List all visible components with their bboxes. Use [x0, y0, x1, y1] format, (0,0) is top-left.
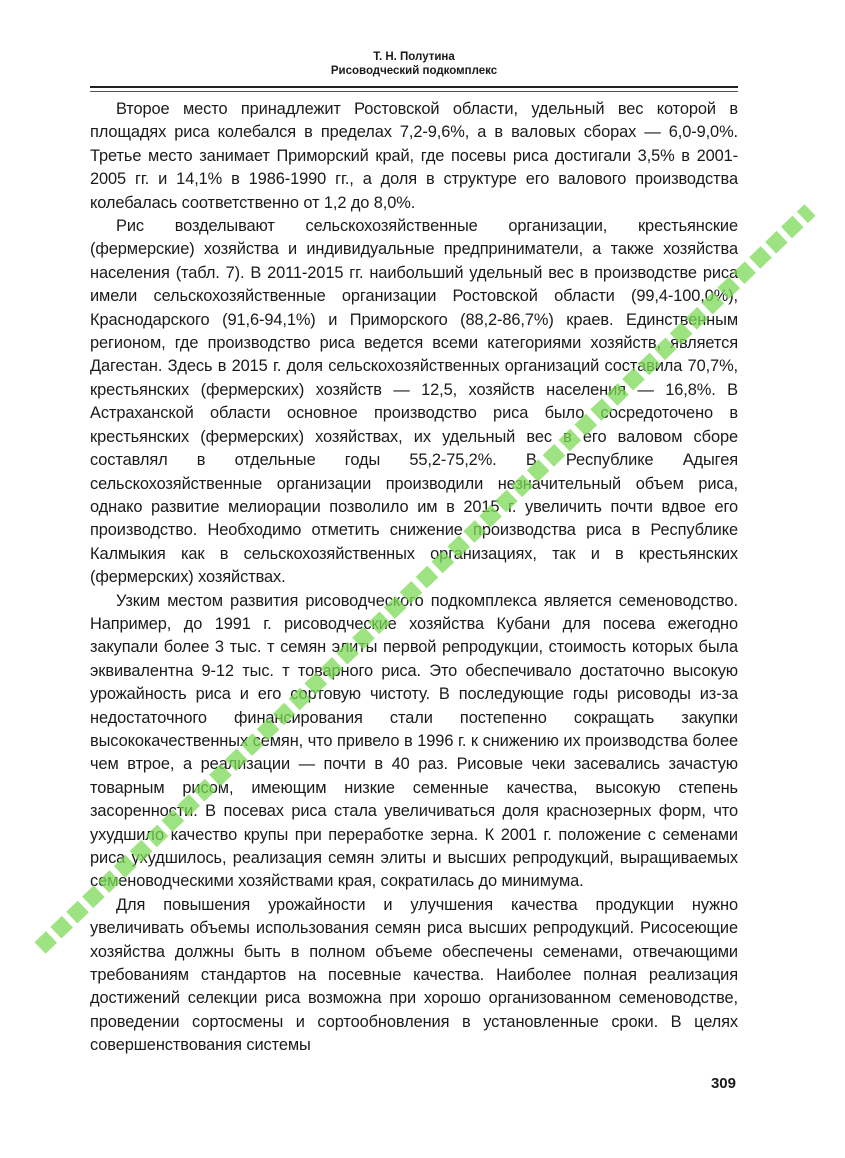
header-rule-thin	[90, 91, 738, 92]
body-text	[90, 98, 738, 1058]
running-head-author: Т. Н. Полутина	[373, 51, 455, 63]
running-head-section: Рисоводческий подкомплекс	[330, 65, 498, 77]
running-head	[90, 50, 738, 78]
header-rule	[90, 86, 738, 88]
page-number: 309	[710, 1075, 736, 1092]
paragraph: Рис возделывают сельскохозяйственные организации, крестьянские (фермерские) хозяйства и индивидуальные предприниматели, а также хозяйства населения (табл. 7). В 2011-2015 гг. наибольший удельный вес в производстве риса имели сельскохозяйственные организации Ростовской области (99,4-100,0%), Краснодарского (91,6-94,1%) и Приморского (88,2-86,7%) краев. Единственным регионом, где производство риса ведется всеми категориями хозяйств, является Дагестан. Здесь в 2015 г. доля сельскохозяйственных организаций составила 70,7%, крестьянских (фермерских) хозяйств — 12,5, хозяйств населения — 16,8%. В Астраханской области основное производство риса было сосредоточено в крестьянских (фермерских) хозяйствах, их удельный вес в его валовом сборе составлял в отдельные годы 55,2-75,2%. В Республике Адыгея сельскохозяйственные организации производили незначительный объем риса, однако развитие мелиорации позволило им в 2015 г. увеличить почти вдвое его производство. Необходимо отметить снижение производства риса в Республике Калмыкия как в сельскохозяйственных организациях, так и в крестьянских (фермерских) хозяйствах.	[90, 217, 738, 587]
paragraph: Второе место принадлежит Ростовской области, удельный вес которой в площадях риса колебался в пределах 7,2-9,6%, а в валовых сборах — 6,0-9,0%. Третье место занимает Приморский край, где посевы риса достигали 3,5% в 2001-2005 гг. и 14,1% в 1986-1990 гг., а доля в структуре его валового производства колебалась соответственно от 1,2 до 8,0%.	[90, 100, 738, 212]
paragraph: Узким местом развития рисоводческого подкомплекса является семеноводство. Например, до 1991 г. рисоводческие хозяйства Кубани для посева ежегодно закупали более 3 тыс. т семян элиты первой репродукции, стоимость которых была эквивалентна 9-12 тыс. т товарного риса. Это обеспечивало достаточно высокую урожайность риса и его сортовую чистоту. В последующие годы рисоводы из-за недостаточного финансирования стали постепенно сокращать закупки высококачественных семян, что привело в 1996 г. к снижению их производства более чем втрое, а реализации — почти в 40 раз. Рисовые чеки засевались зачастую товарным рисом, имеющим низкие семенные качества, высокую степень засоренности. В посевах риса стала увеличиваться доля краснозерных форм, что ухудшило качество крупы при переработке зерна. К 2001 г. положение с семенами риса ухудшилось, реализация семян элиты и высших репродукций, выращиваемых семеноводческими хозяйствами края, сократилась до минимума.	[90, 591, 738, 891]
paragraph: Для повышения урожайности и улучшения качества продукции нужно увеличивать объемы использования семян риса высших репродукций. Рисосеющие хозяйства должны быть в полном объеме обеспечены семенами, отвечающими требованиям стандартов на посевные качества. Наиболее полная реализация достижений селекции риса возможна при хорошо организованном семеноводстве, проведении сортосмены и сортообновления в установленные сроки. В целях совершенствования системы	[90, 895, 738, 1055]
